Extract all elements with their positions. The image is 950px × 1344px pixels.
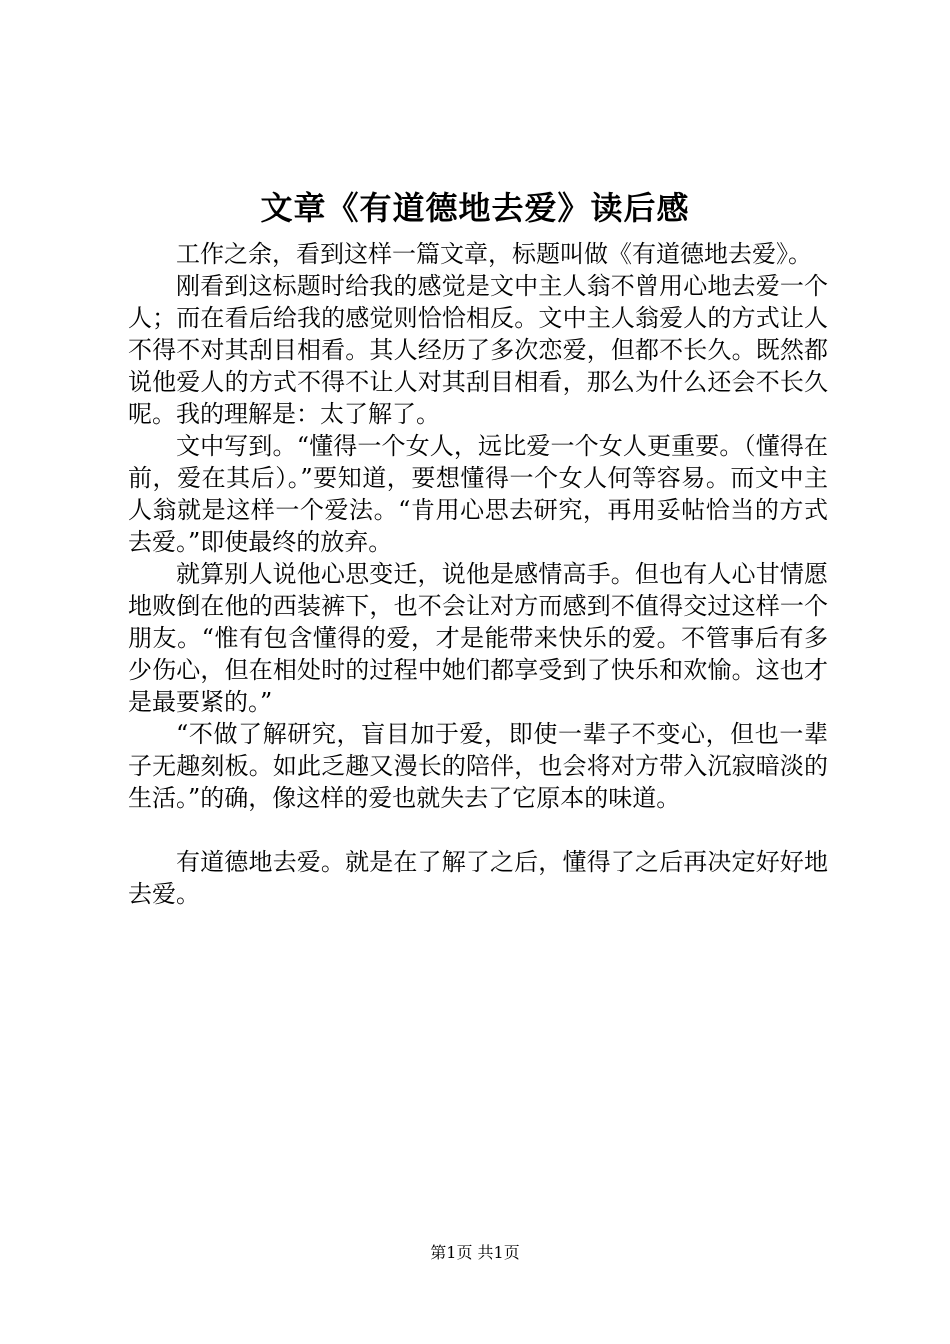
paragraph: 有道德地去爱。就是在了解了之后，懂得了之后再决定好好地去爱。 [128, 848, 828, 908]
paragraph: 刚看到这标题时给我的感觉是文中主人翁不曾用心地去爱一个人；而在看后给我的感觉则恰恰相反。文中主人翁爱人的方式让人不得不对其刮目相看。其人经历了多次恋爱，但都不长久。既然都说他爱人的方式不得不让人对其刮目相看，那么为什么还会不长久呢。我的理解是：太了解了。 [128, 272, 828, 428]
document-body [128, 238, 828, 910]
paragraph: 就算别人说他心思变迁，说他是感情高手。但也有人心甘情愿地败倒在他的西装裤下，也不会让对方而感到不值得交过这样一个朋友。“惟有包含懂得的爱，才是能带来快乐的爱。不管事后有多少伤心，但在相处时的过程中她们都享受到了快乐和欢愉。这也才是最要紧的。” [128, 560, 828, 716]
paragraph: 工作之余，看到这样一篇文章，标题叫做《有道德地去爱》。 [176, 240, 812, 268]
page-footer: 第1页 共1页 [430, 1243, 520, 1262]
paragraph: “不做了解研究，盲目加于爱，即使一辈子不变心，但也一辈子无趣刻板。如此乏趣又漫长的陪伴，也会将对方带入沉寂暗淡的生活。”的确，像这样的爱也就失去了它原本的味道。 [128, 720, 828, 812]
document-title: 文章《有道德地去爱》读后感 [260, 189, 690, 227]
paragraph: 文中写到。“懂得一个女人，远比爱一个女人更重要。（懂得在前，爱在其后）。”要知道，要想懂得一个女人何等容易。而文中主人翁就是这样一个爱法。“肯用心思去研究，再用妥帖恰当的方式去爱。”即使最终的放弃。 [128, 432, 828, 556]
